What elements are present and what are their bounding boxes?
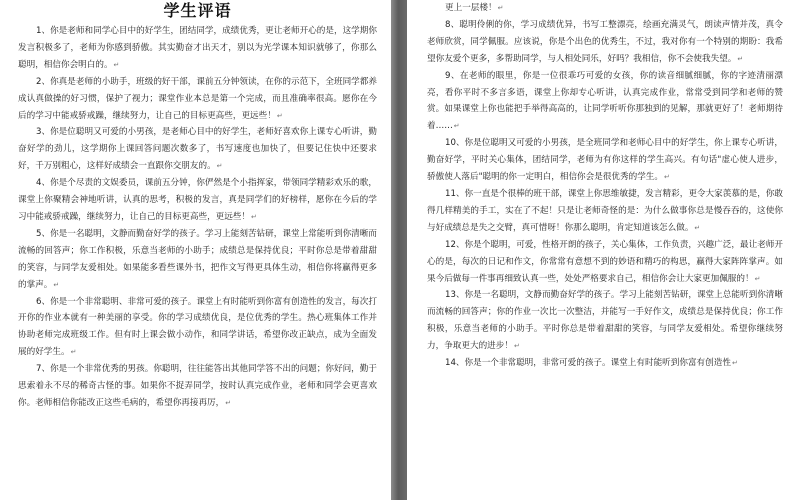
comment-paragraph <box>18 361 377 412</box>
paragraph-text: 11、你一直是个很棒的班干部，课堂上你思维敏捷，发言精彩，更令大家羡慕的是，你敢得几样精美的手工，实在了不起！只是让老师奇怪的是：为什么做事你总是慢吞吞的，这使你与好成绩总是失之交臂，真可惜呀！你那么聪明，肯定知道该怎么做。 <box>427 188 783 233</box>
comment-paragraph <box>427 186 783 237</box>
paragraph-text: 6、你是一个非常聪明、非常可爱的孩子。课堂上有时能听到你富有创造性的发言，每次打开你的作业本就有一种美丽的享受。你的学习成绩优良，是位优秀的学生。热心班集体工作并协助老师完成班级工作。但有时上课会做小动作，和同学讲话，希望你改正缺点，成为全面发展的好学生。 <box>18 296 377 358</box>
paragraph-text: 13、你是一名聪明，文静而勤奋好学的孩子。学习上能刻苦钻研，课堂上总能听到你清晰而流畅的回答声；你的作业一次比一次整洁，并能写一手好作文，成绩总是保持优良；你工作积极，乐意当老师的小助手。平时你总是带着甜甜的笑容，与同学友爱相处。希望你继续努力，争取更大的进步！ <box>427 290 783 352</box>
paragraph-mark: ↵ <box>216 162 223 171</box>
comment-paragraph <box>18 175 377 226</box>
paragraph-text: 4、你是个尽责的文娱委员，课前五分钟，你俨然是个小指挥家，带领同学精彩欢乐的歌，课堂上你聚精会神地听讲，认真的思考，积极的发言，真是同学们的好榜样，愿你在今后的学习中能戒骄戒躁，继续努力，让自己的目标更高些，更远些！ <box>18 178 377 222</box>
paragraph-text: 14、你是一个非常聪明，非常可爱的孩子。课堂上有时能听到你富有创造性 <box>445 358 731 369</box>
comment-paragraph <box>427 17 783 68</box>
comment-paragraph <box>18 23 377 74</box>
paragraph-text: 7、你是一个非常优秀的男孩。你聪明，往往能答出其他同学答不出的问题；你好问，勤于思索着永不尽的稀奇古怪的事。如果你不捉弄同学，按时认真完成作业，老师和同学会更喜欢你。老师相信你能改正这些毛病的，希望你再接再厉， <box>18 364 377 408</box>
document-page-left <box>0 0 391 500</box>
comment-paragraph <box>427 135 783 186</box>
paragraph-text: 2、你真是老师的小助手，班级的好干部，课前五分钟领读，在你的示范下，全班同学都养成认真做操的好习惯，保护了视力；课堂作业本总是第一个完成，而且准确率很高。愿你在今后的学习中能戒骄戒躁，继续努力，让自己的目标更高些，更远些！ <box>18 76 377 121</box>
comment-paragraph <box>427 237 783 288</box>
paragraph-text: 更上一层楼！ <box>445 3 497 13</box>
paragraph-text: 1、你是老师和同学心目中的好学生，团结同学，成绩优秀，更让老师开心的是，这学期你发言积极多了，老师为你感到骄傲。其实勤奋才出天才，别以为光学课本知识就够了，你那么聪明，相信你会明白的。 <box>18 26 377 70</box>
paragraph-mark: ↵ <box>694 223 701 232</box>
comment-paragraph <box>427 355 783 372</box>
paragraph-mark: ↵ <box>453 122 460 131</box>
comment-paragraph <box>18 226 377 294</box>
paragraph-mark: ↵ <box>664 173 670 182</box>
paragraph-text: 12、你是个聪明，可爱，性格开朗的孩子，关心集体，工作负责，兴趣广泛，最让老师开心的是，每次的日记和作文，你常常有意想不到的妙语和精巧的构思，赢得大家阵阵掌声。如果今后做每一件事再细致认真一些，处处严格要求自己，相信你会让大家更加佩服的！ <box>427 239 783 284</box>
comment-paragraph <box>427 287 783 355</box>
paragraph-mark: ↵ <box>754 274 761 283</box>
comment-paragraph <box>445 0 783 17</box>
paragraph-mark: ↵ <box>276 111 283 120</box>
paragraph-text: 9、在老师的眼里，你是一位很乖巧可爱的女孩，你的读音细腻细腻，你的字迹清丽漂亮，看你平时不多言多语，课堂上你却专心听讲，认真完成作业，常常受到同学和老师的赞赏。如果课堂上你也能把手举得高高的，让同学听听你那独到的见解，那就更好了！老师期待着…… <box>427 70 783 132</box>
paragraph-mark: ↵ <box>731 359 738 368</box>
paragraph-text: 5、你是一名聪明，文静而勤奋好学的孩子。学习上能刻苦钻研，课堂上常能听到你清晰而流畅的回答声；你工作积极，乐意当老师的小助手；成绩总是保持优良；平时你总是带着甜甜的笑容，与同学友爱相处。如果能多看些课外书，把作文写得更具体生动，相信你将赢得更多的掌声。 <box>18 228 377 290</box>
comment-paragraph <box>18 294 377 362</box>
document-page-right <box>407 0 797 500</box>
document-title: 学生评语 <box>163 1 232 20</box>
comment-paragraph <box>18 124 377 175</box>
paragraph-mark: ↵ <box>251 212 257 221</box>
page-gap <box>391 0 407 500</box>
comment-paragraph <box>427 68 783 136</box>
paragraph-text: 10、你是位聪明又可爱的小男孩，是全班同学和老师心目中的好学生，你上课专心听讲，勤奋好学，平时关心集体，团结同学，老师为有你这样的学生高兴。有句话"虚心使人进步，骄傲使人落后"聪明的你一定明白，相信你会是很优秀的学生。 <box>427 138 783 183</box>
paragraph-mark: ↵ <box>225 398 232 407</box>
comment-paragraph <box>18 74 377 125</box>
right-page-body <box>427 0 783 372</box>
paragraph-text: 3、你是位聪明又可爱的小男孩，是老师心目中的好学生，老师好喜欢你上课专心听讲，勤奋好学的劲儿，这学期你上课回答问题次数多了，书写速度也加快了，但要记住快中还要求好，千万别粗心，这样好成绩会一直跟你交朋友的。 <box>18 127 377 172</box>
paragraph-mark: ↵ <box>70 348 77 357</box>
paragraph-mark: ↵ <box>737 54 744 63</box>
paragraph-mark: ↵ <box>113 60 120 69</box>
paragraph-mark: ↵ <box>53 280 60 289</box>
left-page-body <box>18 23 377 412</box>
paragraph-mark: ↵ <box>497 4 504 12</box>
paragraph-mark: ↵ <box>513 342 520 351</box>
paragraph-text: 8、聪明伶俐的你，学习成绩优异，书写工整漂亮，绘画充满灵气，朗读声情并茂，真令老师欣赏，同学佩服。应该说，你是个出色的优秀生，不过，我对你有一个特别的期盼：我希望你友爱个更多，多帮助同学，与人相处同乐，好吗？我相信，你不会使我失望。 <box>427 19 783 64</box>
